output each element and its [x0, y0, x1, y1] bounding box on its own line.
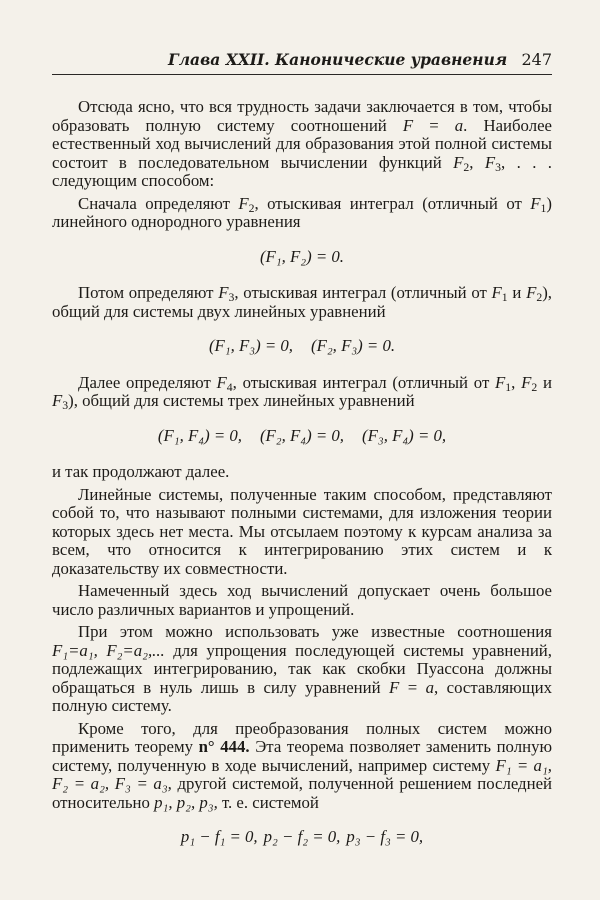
- equation-4: p₁ − f₁ = 0, p₂ − f₂ = 0, p₃ − f₃ = 0,: [180, 827, 424, 846]
- paragraph-5: и так продолжают далее.: [52, 462, 230, 481]
- equation-3: (F₁, F₄) = 0, (F₂, F₄) = 0, (F₃, F₄) = 0,: [157, 425, 447, 445]
- page-number: 247: [521, 50, 552, 69]
- paragraph-3: Потом определяют $F_3$, отыскивая интеграл (отличный от $F_1$ и $F_2$), общий для системы двух линейных уравнений: [52, 283, 553, 321]
- paragraph-2: Сначала определяют $F_2$, отыскивая интеграл (отличный от $F_1$) линейного однородного уравнения: [52, 193, 552, 231]
- theorem-reference: n° 444.: [198, 737, 250, 756]
- chapter-title: Глава XXII. Канонические уравнения: [168, 50, 508, 69]
- paragraph-1: Отсюда ясно, что вся трудность задачи заключается в том, чтобы образовать полную систему соотношений F = a. Наиболее естественный ход вычислений для образования этой полной системы состоит в последовательном вычислении функций $F_2$, $F_3$, . . . следующим способом:: [52, 97, 553, 190]
- equation-2: (F₁, F₃) = 0, (F₂, F₃) = 0.: [208, 336, 396, 355]
- page-body: [52, 98, 552, 865]
- paragraph-9: Кроме того, для преобразования полных систем можно применить теорему n° 444. Эта теорема позволяет заменить полную систему, полученную в ходе вычислений, например систему F₁ = a₁, F₂ = a₂, F₃ = a₃, другой системой, полученной решением последней относительно p₁, p₂, p₃, т. е. системой: [52, 718, 553, 812]
- paragraph-7: Намеченный здесь ход вычислений допускает очень большое число различных вариантов и упрощений.: [52, 581, 552, 619]
- paragraph-6: Линейные системы, полученные таким способом, представляют собой то, что называют полными системами, для изложения теории которых здесь нет места. Мы отсылаем поэтому к курсам анализа за всем, что относится к интегрированию этих систем и к доказательству их совместности.: [52, 484, 552, 578]
- paragraph-4: Далее определяют $F_4$, отыскивая интеграл (отличный от $F_1$, $F_2$ и $F_3$), общий для системы трех линейных уравнений: [52, 372, 552, 412]
- running-header: [52, 50, 552, 75]
- equation-1: (F₁, F₂) = 0.: [259, 246, 345, 266]
- paragraph-8: При этом можно использовать уже известные соотношения F₁=a₁, F₂=a₂,... для упрощения последующей системы уравнений, подлежащих интегрированию, так как скобки Пуассона должны обращаться в нуль лишь в силу уравнений F = a, составляющих полную систему.: [52, 622, 552, 715]
